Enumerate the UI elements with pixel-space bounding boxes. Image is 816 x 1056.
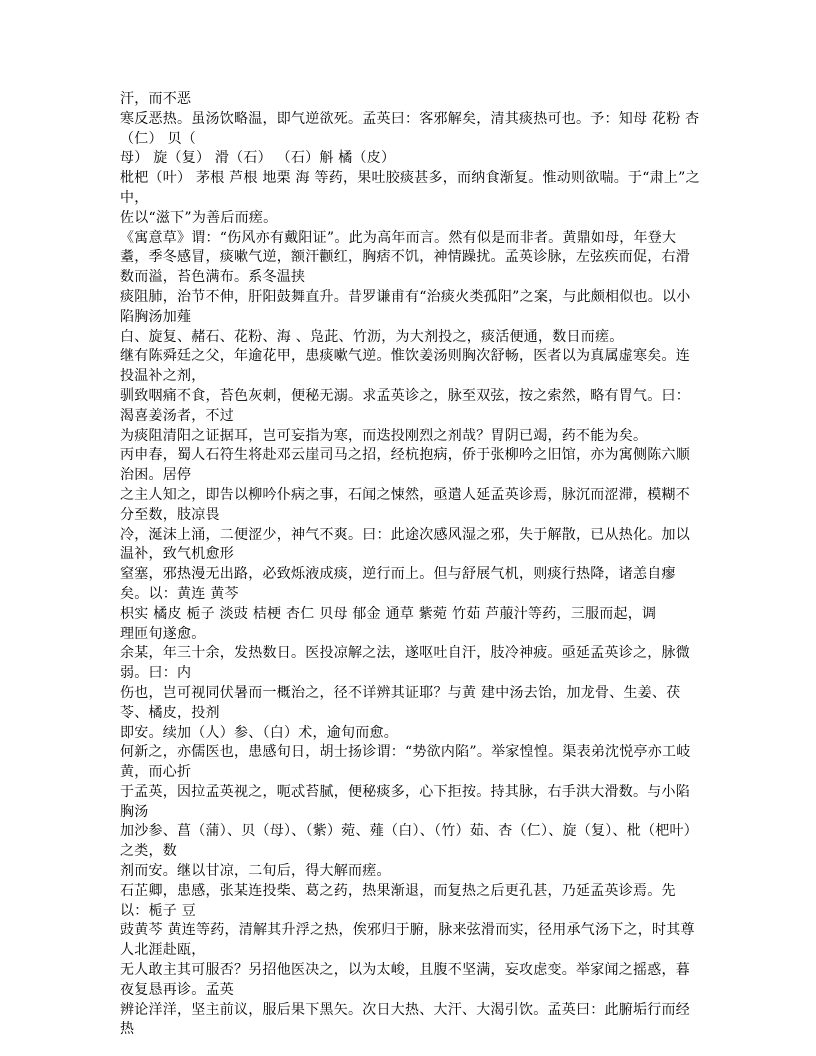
text-line: 汗，而不恶: [120, 91, 192, 107]
body-text: [120, 90, 702, 1040]
text-line: 驯致咽痛不食，苔色灰刺，便秘无溺。求孟英诊之，脉至双弦，按之索然，略有胃气。曰：渴喜姜汤者，不过: [120, 387, 690, 424]
text-line: 即安。续加（人）参、（白）术，逾旬而愈。: [120, 724, 398, 741]
text-line: 枇杷（叶） 茅根 芦根 地栗 海 等药，果吐胶痰甚多，而纳食渐复。惟动则欲喘。于“肃上”之中，: [120, 170, 700, 206]
text-line: 无人敢主其可服否？另招他医决之，以为太峻，且腹不坚满，妄攻虑变。举家闻之摇惑，暮夜复恳再诊。孟英: [120, 962, 690, 998]
text-line: 豉黄芩 黄连等药，清解其升浮之热，俟邪归于腑，脉来弦滑而实，径用承气汤下之，时其尊人北涯赴瓯，: [120, 922, 695, 959]
text-line: 丙申春，蜀人石符生将赴邓云崖司马之招，经杭抱病，侨于张柳吟之旧馆，亦为寓侧陈六顺治困。居停: [120, 447, 690, 484]
text-line: 于孟英，因拉孟英视之，呃忒苔腻，便秘痰多，心下拒按。持其脉，右手洪大滑数。与小陷胸汤: [120, 783, 690, 820]
text-line: 何新之，亦儒医也，患感旬日，胡士扬诊谓：“势欲内陷”。举家惶惶。渠表弟沈悦亭亦工岐黄，而心折: [120, 744, 691, 781]
text-line: 为痰阻清阳之证据耳，岂可妄指为寒，而迭投刚烈之剂哉？胃阴已竭，药不能为矣。: [120, 427, 648, 444]
text-line: 辨论洋洋，坚主前议，服后果下黑矢。次日大热、大汗、大渴引饮。孟英曰：此腑垢行而经热: [120, 1001, 690, 1038]
text-line: 之主人知之，即告以柳吟仆病之事，石闻之悚然，亟遣人延孟英诊焉，脉沉而涩滞，模糊不分至数，肢凉畏: [120, 486, 690, 523]
text-line: 石芷卿，患感，张某连投柴、葛之药，热果渐退，而复热之后更孔甚，乃延孟英诊焉。先以：栀子 豆: [120, 882, 676, 919]
text-line: 继有陈舜廷之父，年逾花甲，患痰嗽气逆。惟饮姜汤则胸次舒畅，医者以为真属虚寒矣。连投温补之剂，: [120, 348, 690, 385]
text-line: 《寓意草》谓：“伤风亦有戴阳证”。此为高年而言。然有似是而非者。黄鼎如母，年登大耋，季冬感冒，痰嗽气逆，额汗颧红，胸痞不饥，神情躁扰。孟英诊脉，左弦疾而促，右滑数而溢，苔色满布。系冬温挟: [120, 229, 690, 286]
text-line: 伤也，岂可视同伏暑而一概治之，径不详辨其证耶？与黄 建中汤去饴，加龙骨、生姜、茯苓、橘皮，投剂: [120, 684, 681, 721]
text-line: 窒塞，邪热漫无出路，必致烁液成痰，逆行而上。但与舒展气机，则痰行热降，诸恙自瘳矣。以：黄连 黄芩: [120, 566, 676, 602]
text-line: 枳实 橘皮 栀子 淡豉 桔梗 杏仁 贝母 郁金 通草 紫菀 竹茹 芦菔汁等药，三服而起，调: [120, 605, 657, 622]
text-line: 余某，年三十余，发热数日。医投凉解之法，遂呕吐自汗，肢冷神疲。亟延孟英诊之，脉微弱。曰：内: [120, 645, 690, 682]
text-line: 佐以“滋下”为善后而瘥。: [120, 209, 278, 226]
text-line: 痰阻肺，治节不伸，肝阳鼓舞直升。昔罗谦甫有“治痰火类孤阳”之案，与此颇相似也。以小陷胸汤加薤: [120, 288, 691, 325]
text-line: 白、旋复、赭石、花粉、海 、凫茈、竹沥，为大剂投之，痰活便通，数日而瘥。: [120, 328, 624, 345]
text-line: 加沙参、菖（蒲）、贝（母）、（紫）菀、薤（白）、（竹）茹、杏（仁）、旋（复）、枇（杷叶）之类，数: [120, 823, 698, 860]
text-line: 寒反恶热。虽汤饮略温，即气逆欲死。孟英曰：客邪解矣，清其痰热可也。予：知母 花粉 杏（仁） 贝（: [120, 110, 700, 147]
text-line: 理匝旬遂愈。: [120, 625, 206, 642]
text-line: 剂而安。继以甘凉，二旬后，得大解而瘥。: [120, 863, 391, 880]
text-line: 冷，涎沫上涌，二便涩少，神气不爽。曰：此途次感风湿之邪，失于解散，已从热化。加以温补，致气机愈形: [120, 526, 690, 563]
text-line: 母） 旋（复） 滑（石） （石）斛 橘（皮）: [120, 150, 396, 167]
